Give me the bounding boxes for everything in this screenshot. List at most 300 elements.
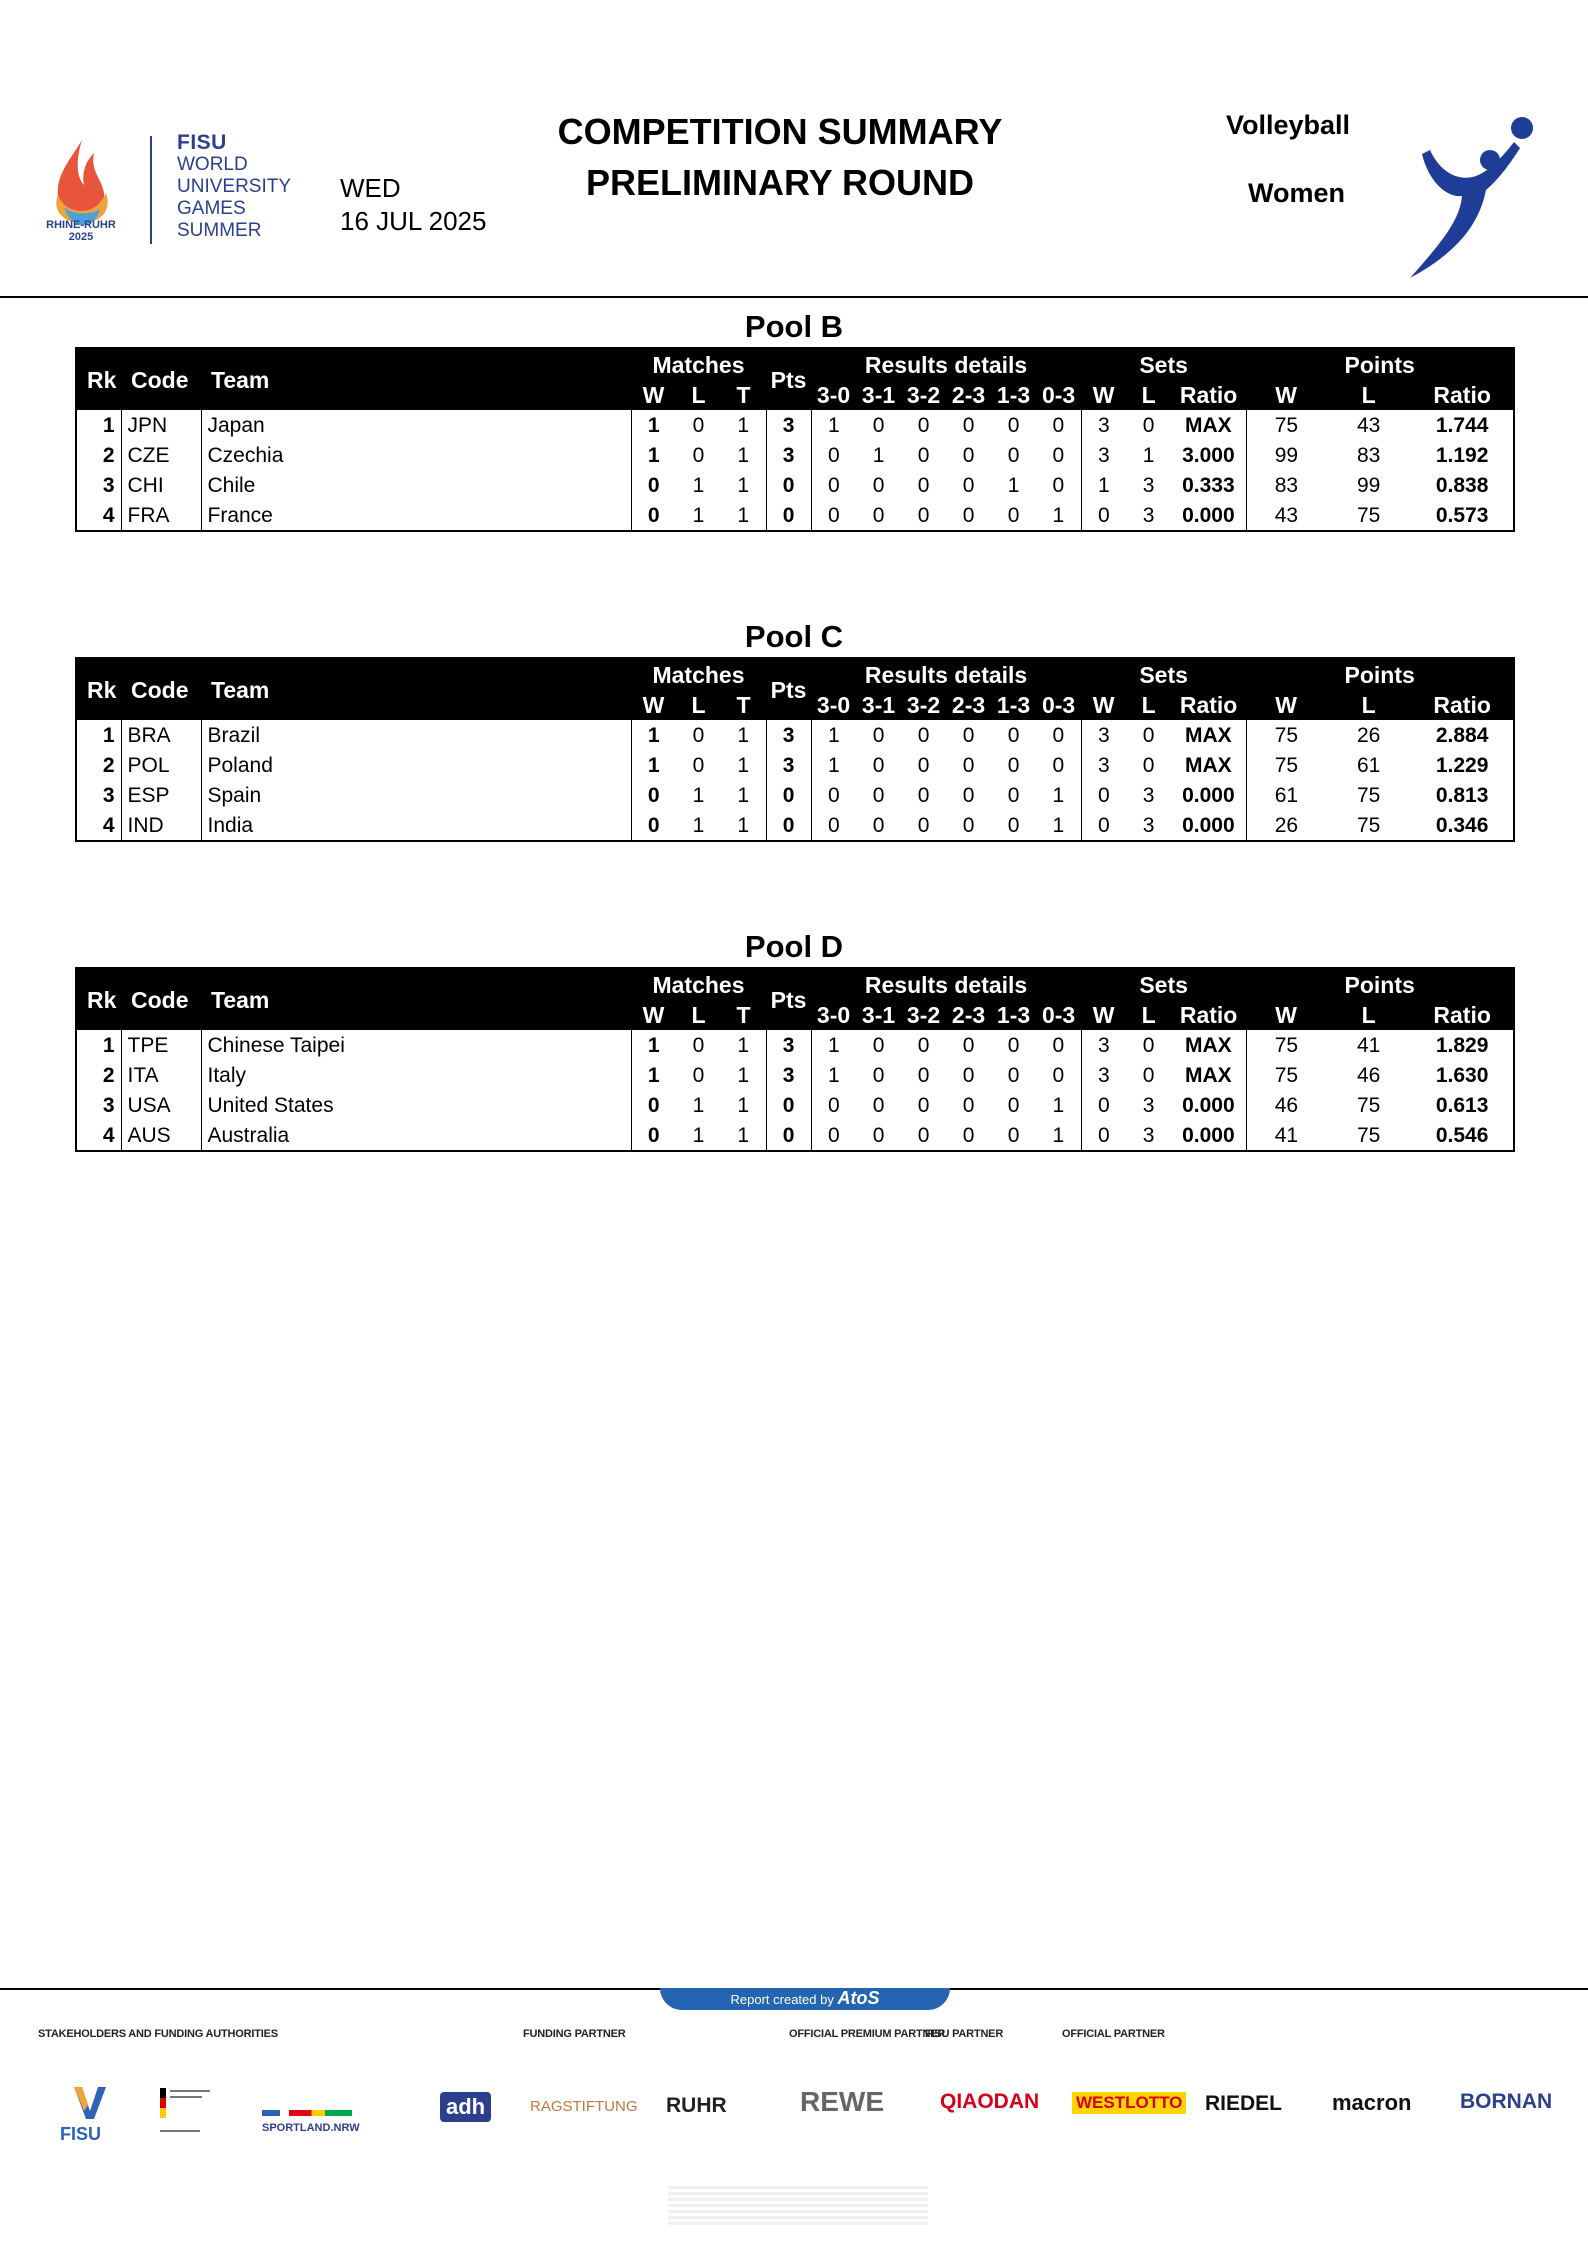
cell-pts: 3 xyxy=(766,440,811,470)
cell-pw: 61 xyxy=(1246,780,1326,810)
col-header-result-r03: 0-3 xyxy=(1036,380,1081,410)
cell-r31: 0 xyxy=(872,1063,885,1087)
standings-table xyxy=(75,657,1515,842)
cell-rk: 1 xyxy=(102,723,115,747)
cell-r32: 0 xyxy=(917,753,930,777)
cell-r32: 0 xyxy=(917,1033,930,1057)
cell-ml: 0 xyxy=(692,413,705,437)
cell-rk: 1 xyxy=(102,413,115,437)
rhine-ruhr-label: RHINE-RUHR xyxy=(46,219,116,231)
cell-r30: 0 xyxy=(811,1090,856,1120)
cell-pw: 75 xyxy=(1246,750,1326,780)
cell-team: Spain xyxy=(201,780,631,810)
cell-r23: 0 xyxy=(962,1033,975,1057)
date-block xyxy=(340,172,486,238)
cell-pratio: 0.838 xyxy=(1435,473,1489,497)
col-header-points-ratio: Ratio xyxy=(1411,690,1514,720)
cell-r23: 0 xyxy=(962,723,975,747)
col-header-result-r32: 3-2 xyxy=(901,380,946,410)
pool-title: Pool D xyxy=(744,929,844,964)
col-header-sets-w: W xyxy=(1081,690,1126,720)
col-header-rank: Rk xyxy=(76,658,121,720)
sponsor-sportland-nrw: SPORTLAND.NRW xyxy=(262,2122,360,2134)
cell-rk: 4 xyxy=(102,503,115,527)
cell-mt: 1 xyxy=(737,503,750,527)
cell-pratio: 0.346 xyxy=(1435,813,1489,837)
cell-mw: 1 xyxy=(631,410,676,440)
cell-code: FRA xyxy=(121,500,201,531)
cell-r03: 1 xyxy=(1052,783,1065,807)
cell-team: United States xyxy=(201,1090,631,1120)
col-header-sets-ratio: Ratio xyxy=(1171,380,1246,410)
table-row xyxy=(76,1030,1514,1060)
cell-r23: 0 xyxy=(962,443,975,467)
cell-sl: 3 xyxy=(1142,473,1155,497)
cell-mt: 1 xyxy=(737,723,750,747)
cell-r32: 0 xyxy=(917,503,930,527)
cell-r13: 0 xyxy=(1007,443,1020,467)
cell-r32: 0 xyxy=(917,413,930,437)
cell-r13: 0 xyxy=(1007,1063,1020,1087)
cell-sw: 3 xyxy=(1081,720,1126,750)
cell-r13: 0 xyxy=(1007,413,1020,437)
table-row xyxy=(76,780,1514,810)
cell-r23: 0 xyxy=(962,1093,975,1117)
cell-pl: 83 xyxy=(1356,443,1381,467)
cell-r32: 0 xyxy=(917,1093,930,1117)
cell-code: IND xyxy=(121,810,201,841)
table-row xyxy=(76,750,1514,780)
cell-rk: 3 xyxy=(102,783,115,807)
cell-r03: 0 xyxy=(1052,473,1065,497)
cell-ml: 1 xyxy=(692,783,705,807)
cell-r23: 0 xyxy=(962,1063,975,1087)
cell-code: TPE xyxy=(121,1030,201,1060)
cell-r03: 1 xyxy=(1052,1123,1065,1147)
col-header-sets: Sets xyxy=(1081,968,1246,1000)
cell-rk: 3 xyxy=(102,473,115,497)
cell-pl: 43 xyxy=(1356,413,1381,437)
table-row xyxy=(76,810,1514,841)
cell-pw: 43 xyxy=(1246,500,1326,531)
cell-pts: 0 xyxy=(766,1120,811,1151)
report-credit xyxy=(660,1988,950,2010)
col-header-points-total: Pts xyxy=(766,968,811,1030)
col-header-points-ratio: Ratio xyxy=(1411,380,1514,410)
col-header-result-r03: 0-3 xyxy=(1036,690,1081,720)
cell-sl: 3 xyxy=(1142,1123,1155,1147)
cell-r30: 0 xyxy=(811,810,856,841)
table-row xyxy=(76,1090,1514,1120)
col-header-matches: Matches xyxy=(631,968,766,1000)
col-header-result-r03: 0-3 xyxy=(1036,1000,1081,1030)
cell-pratio: 0.546 xyxy=(1435,1123,1489,1147)
volleyball-player-icon xyxy=(1402,110,1542,280)
cell-code: ITA xyxy=(121,1060,201,1090)
sport-name: Volleyball xyxy=(1225,110,1350,140)
cell-pw: 75 xyxy=(1246,720,1326,750)
cell-pratio: 0.573 xyxy=(1435,503,1489,527)
cell-team: Australia xyxy=(201,1120,631,1151)
col-header-sets-ratio: Ratio xyxy=(1171,1000,1246,1030)
cell-r31: 0 xyxy=(872,1033,885,1057)
col-header-result-r13: 1-3 xyxy=(991,380,1036,410)
cell-ml: 1 xyxy=(692,1093,705,1117)
col-header-sets-w: W xyxy=(1081,380,1126,410)
date: 16 JUL 2025 xyxy=(340,206,487,236)
cell-pw: 83 xyxy=(1246,470,1326,500)
cell-pts: 0 xyxy=(766,810,811,841)
col-header-team: Team xyxy=(201,968,631,1030)
cell-mw: 1 xyxy=(631,1030,676,1060)
cell-sl: 0 xyxy=(1142,753,1155,777)
cell-pl: 41 xyxy=(1356,1033,1381,1057)
cell-r30: 0 xyxy=(811,500,856,531)
col-header-matches-w: W xyxy=(631,1000,676,1030)
pool-section xyxy=(75,617,1513,842)
weekday: WED xyxy=(340,173,401,203)
col-header-matches-l: L xyxy=(676,690,721,720)
col-header-team: Team xyxy=(201,348,631,410)
category-funding-partner: FUNDING PARTNER xyxy=(523,2028,626,2040)
fisu-logo-icon xyxy=(70,2085,110,2121)
cell-r31: 0 xyxy=(872,413,885,437)
cell-team: Czechia xyxy=(201,440,631,470)
col-header-result-r23: 2-3 xyxy=(946,690,991,720)
cell-ml: 1 xyxy=(692,813,705,837)
col-header-rank: Rk xyxy=(76,968,121,1030)
bottom-smudge xyxy=(668,2186,928,2228)
cell-mt: 1 xyxy=(737,413,750,437)
header-rule xyxy=(0,296,1588,298)
cell-sw: 3 xyxy=(1081,1030,1126,1060)
category-premium-partner: OFFICIAL PREMIUM PARTNER xyxy=(789,2028,946,2040)
bmi-logo xyxy=(154,2072,224,2144)
col-header-result-r31: 3-1 xyxy=(856,380,901,410)
report-credit-prefix: Report created by xyxy=(730,1992,834,2007)
cell-pts: 0 xyxy=(766,500,811,531)
cell-mw: 1 xyxy=(631,1060,676,1090)
cell-pratio: 2.884 xyxy=(1435,723,1489,747)
cell-sl: 3 xyxy=(1142,503,1155,527)
cell-r23: 0 xyxy=(962,753,975,777)
report-title xyxy=(470,106,1090,208)
cell-r31: 1 xyxy=(872,443,885,467)
cell-code: JPN xyxy=(121,410,201,440)
atos-logo: AtoS xyxy=(837,1988,880,2008)
pool-section xyxy=(75,307,1513,532)
col-header-matches-t: T xyxy=(721,380,766,410)
col-header-result-r30: 3-0 xyxy=(811,690,856,720)
col-header-points: Points xyxy=(1246,658,1514,690)
sportland-flag-icon xyxy=(262,2110,352,2116)
cell-rk: 2 xyxy=(102,753,115,777)
cell-sw: 3 xyxy=(1081,410,1126,440)
cell-r31: 0 xyxy=(872,1123,885,1147)
cell-sratio: 3.000 xyxy=(1182,443,1235,467)
cell-r30: 0 xyxy=(811,780,856,810)
col-header-sets: Sets xyxy=(1081,348,1246,380)
cell-r30: 0 xyxy=(811,1120,856,1151)
cell-sl: 0 xyxy=(1142,1033,1155,1057)
gender-label: Women xyxy=(1247,178,1345,208)
col-header-matches-w: W xyxy=(631,380,676,410)
cell-r31: 0 xyxy=(872,503,885,527)
cell-sratio: MAX xyxy=(1185,1063,1232,1087)
fisu-line-games: GAMES xyxy=(177,198,246,219)
cell-ml: 0 xyxy=(692,1063,705,1087)
cell-ml: 1 xyxy=(692,473,705,497)
col-header-points-w: W xyxy=(1246,690,1326,720)
cell-sl: 3 xyxy=(1142,1093,1155,1117)
sponsor-westlotto: WESTLOTTO xyxy=(1072,2092,1186,2114)
table-row xyxy=(76,1120,1514,1151)
cell-r03: 0 xyxy=(1052,1063,1065,1087)
cell-code: BRA xyxy=(121,720,201,750)
cell-r31: 0 xyxy=(872,723,885,747)
table-row xyxy=(76,440,1514,470)
fisu-line-summer: SUMMER xyxy=(177,220,262,241)
cell-mt: 1 xyxy=(737,473,750,497)
col-header-sets-l: L xyxy=(1126,380,1171,410)
col-header-matches-t: T xyxy=(721,690,766,720)
cell-r03: 0 xyxy=(1052,753,1065,777)
cell-r23: 0 xyxy=(962,413,975,437)
cell-sratio: 0.333 xyxy=(1182,473,1235,497)
cell-pw: 75 xyxy=(1246,410,1326,440)
cell-rk: 3 xyxy=(102,1093,115,1117)
col-header-matches-w: W xyxy=(631,690,676,720)
sponsor-rewe: REWE xyxy=(800,2086,884,2117)
cell-r13: 0 xyxy=(1007,1033,1020,1057)
col-header-result-r13: 1-3 xyxy=(991,690,1036,720)
cell-mw: 1 xyxy=(631,750,676,780)
cell-team: Italy xyxy=(201,1060,631,1090)
cell-ml: 0 xyxy=(692,443,705,467)
cell-r30: 1 xyxy=(811,410,856,440)
cell-pw: 26 xyxy=(1246,810,1326,841)
cell-team: Chinese Taipei xyxy=(201,1030,631,1060)
cell-sw: 0 xyxy=(1081,1090,1126,1120)
col-header-points-total: Pts xyxy=(766,348,811,410)
cell-mt: 1 xyxy=(737,813,750,837)
cell-mt: 1 xyxy=(737,1033,750,1057)
cell-pts: 0 xyxy=(766,470,811,500)
col-header-points: Points xyxy=(1246,968,1514,1000)
cell-pl: 75 xyxy=(1356,1123,1381,1147)
cell-mw: 0 xyxy=(631,810,676,841)
table-row xyxy=(76,410,1514,440)
cell-r13: 0 xyxy=(1007,783,1020,807)
cell-r31: 0 xyxy=(872,783,885,807)
sponsor-macron: macron xyxy=(1332,2090,1412,2115)
col-header-matches-l: L xyxy=(676,380,721,410)
table-row xyxy=(76,470,1514,500)
col-header-result-r30: 3-0 xyxy=(811,1000,856,1030)
cell-r32: 0 xyxy=(917,473,930,497)
cell-pw: 41 xyxy=(1246,1120,1326,1151)
cell-pl: 75 xyxy=(1356,813,1381,837)
standings-table xyxy=(75,347,1515,532)
cell-r03: 1 xyxy=(1052,503,1065,527)
cell-pw: 75 xyxy=(1246,1030,1326,1060)
col-header-result-r31: 3-1 xyxy=(856,690,901,720)
cell-mw: 0 xyxy=(631,1120,676,1151)
cell-ml: 0 xyxy=(692,1033,705,1057)
category-fisu-partner: FISU PARTNER xyxy=(925,2028,1004,2040)
sponsor-qiaodan: QIAODAN xyxy=(940,2090,1040,2113)
cell-team: Chile xyxy=(201,470,631,500)
col-header-points-w: W xyxy=(1246,1000,1326,1030)
pool-title: Pool C xyxy=(744,619,844,654)
sponsor-adh: adh xyxy=(440,2092,491,2122)
cell-team: India xyxy=(201,810,631,841)
cell-r31: 0 xyxy=(872,1093,885,1117)
cell-r13: 0 xyxy=(1007,1123,1020,1147)
cell-sw: 3 xyxy=(1081,750,1126,780)
title-line-2: PRELIMINARY ROUND xyxy=(585,162,975,203)
col-header-results-details: Results details xyxy=(811,658,1081,690)
logo-year: 2025 xyxy=(68,231,94,243)
cell-mw: 0 xyxy=(631,500,676,531)
cell-team: Japan xyxy=(201,410,631,440)
cell-sl: 0 xyxy=(1142,413,1155,437)
cell-ml: 1 xyxy=(692,1123,705,1147)
cell-sw: 0 xyxy=(1081,810,1126,841)
cell-r23: 0 xyxy=(962,1123,975,1147)
col-header-points-l: L xyxy=(1326,690,1411,720)
sponsor-ruhr: RUHR xyxy=(666,2094,727,2117)
cell-r23: 0 xyxy=(962,473,975,497)
cell-r32: 0 xyxy=(917,813,930,837)
cell-pratio: 1.630 xyxy=(1435,1063,1489,1087)
cell-pts: 3 xyxy=(766,410,811,440)
col-header-rank: Rk xyxy=(76,348,121,410)
table-row xyxy=(76,1060,1514,1090)
cell-pl: 26 xyxy=(1356,723,1381,747)
col-header-code: Code xyxy=(121,658,201,720)
col-header-code: Code xyxy=(121,968,201,1030)
cell-sratio: 0.000 xyxy=(1182,503,1235,527)
col-header-matches-l: L xyxy=(676,1000,721,1030)
cell-ml: 0 xyxy=(692,723,705,747)
table-row xyxy=(76,720,1514,750)
cell-team: Poland xyxy=(201,750,631,780)
cell-code: CHI xyxy=(121,470,201,500)
cell-r32: 0 xyxy=(917,723,930,747)
cell-mt: 1 xyxy=(737,753,750,777)
fisu-wordmark xyxy=(177,132,291,242)
cell-ml: 0 xyxy=(692,753,705,777)
sponsor-bornan: BORNAN xyxy=(1460,2090,1553,2113)
fisu-label: FISU xyxy=(177,131,227,154)
col-header-matches: Matches xyxy=(631,658,766,690)
title-line-1: COMPETITION SUMMARY xyxy=(557,111,1003,152)
category-stakeholders: STAKEHOLDERS AND FUNDING AUTHORITIES xyxy=(38,2028,278,2040)
cell-r30: 0 xyxy=(811,470,856,500)
col-header-result-r23: 2-3 xyxy=(946,1000,991,1030)
cell-sratio: MAX xyxy=(1185,413,1232,437)
cell-r03: 1 xyxy=(1052,1093,1065,1117)
cell-r13: 1 xyxy=(1007,473,1020,497)
cell-sratio: 0.000 xyxy=(1182,783,1235,807)
cell-pl: 99 xyxy=(1356,473,1381,497)
cell-r31: 0 xyxy=(872,753,885,777)
cell-mw: 0 xyxy=(631,470,676,500)
cell-sratio: MAX xyxy=(1185,723,1232,747)
cell-r13: 0 xyxy=(1007,1093,1020,1117)
cell-pl: 61 xyxy=(1356,753,1381,777)
col-header-matches: Matches xyxy=(631,348,766,380)
cell-code: AUS xyxy=(121,1120,201,1151)
cell-ml: 1 xyxy=(692,503,705,527)
cell-rk: 2 xyxy=(102,1063,115,1087)
cell-pl: 75 xyxy=(1356,503,1381,527)
col-header-result-r23: 2-3 xyxy=(946,380,991,410)
cell-rk: 2 xyxy=(102,443,115,467)
cell-r23: 0 xyxy=(962,783,975,807)
cell-pratio: 0.813 xyxy=(1435,783,1489,807)
cell-r30: 1 xyxy=(811,750,856,780)
cell-mw: 1 xyxy=(631,440,676,470)
cell-r23: 0 xyxy=(962,813,975,837)
cell-code: USA xyxy=(121,1090,201,1120)
cell-pratio: 1.829 xyxy=(1435,1033,1489,1057)
cell-sratio: MAX xyxy=(1185,753,1232,777)
cell-sratio: 0.000 xyxy=(1182,1123,1235,1147)
sponsor-ragstiftung: RAGSTIFTUNG xyxy=(530,2098,638,2115)
cell-pts: 0 xyxy=(766,1090,811,1120)
fisu-line-world: WORLD xyxy=(177,154,248,175)
cell-r32: 0 xyxy=(917,1123,930,1147)
cell-pratio: 1.229 xyxy=(1435,753,1489,777)
cell-pratio: 1.192 xyxy=(1435,443,1489,467)
standings-table xyxy=(75,967,1515,1152)
cell-r31: 0 xyxy=(872,813,885,837)
cell-pts: 3 xyxy=(766,720,811,750)
cell-sw: 0 xyxy=(1081,500,1126,531)
cell-pw: 75 xyxy=(1246,1060,1326,1090)
cell-pratio: 0.613 xyxy=(1435,1093,1489,1117)
cell-pratio: 1.744 xyxy=(1435,413,1489,437)
cell-r03: 0 xyxy=(1052,723,1065,747)
col-header-results-details: Results details xyxy=(811,968,1081,1000)
cell-sl: 1 xyxy=(1142,443,1155,467)
cell-pts: 3 xyxy=(766,1030,811,1060)
cell-sratio: 0.000 xyxy=(1182,813,1235,837)
sponsor-fisu: FISU xyxy=(60,2124,102,2144)
cell-r30: 1 xyxy=(811,720,856,750)
cell-rk: 1 xyxy=(102,1033,115,1057)
cell-rk: 4 xyxy=(102,1123,115,1147)
cell-r30: 0 xyxy=(811,440,856,470)
cell-pw: 46 xyxy=(1246,1090,1326,1120)
sponsor-riedel: RIEDEL xyxy=(1205,2092,1283,2115)
pool-section xyxy=(75,927,1513,1152)
cell-sl: 3 xyxy=(1142,813,1155,837)
col-header-matches-t: T xyxy=(721,1000,766,1030)
col-header-points: Points xyxy=(1246,348,1514,380)
cell-r23: 0 xyxy=(962,503,975,527)
cell-rk: 4 xyxy=(102,813,115,837)
cell-pts: 0 xyxy=(766,780,811,810)
cell-sratio: 0.000 xyxy=(1182,1093,1235,1117)
cell-mt: 1 xyxy=(737,443,750,467)
cell-mw: 0 xyxy=(631,1090,676,1120)
col-header-result-r30: 3-0 xyxy=(811,380,856,410)
cell-mw: 1 xyxy=(631,720,676,750)
col-header-points-ratio: Ratio xyxy=(1411,1000,1514,1030)
